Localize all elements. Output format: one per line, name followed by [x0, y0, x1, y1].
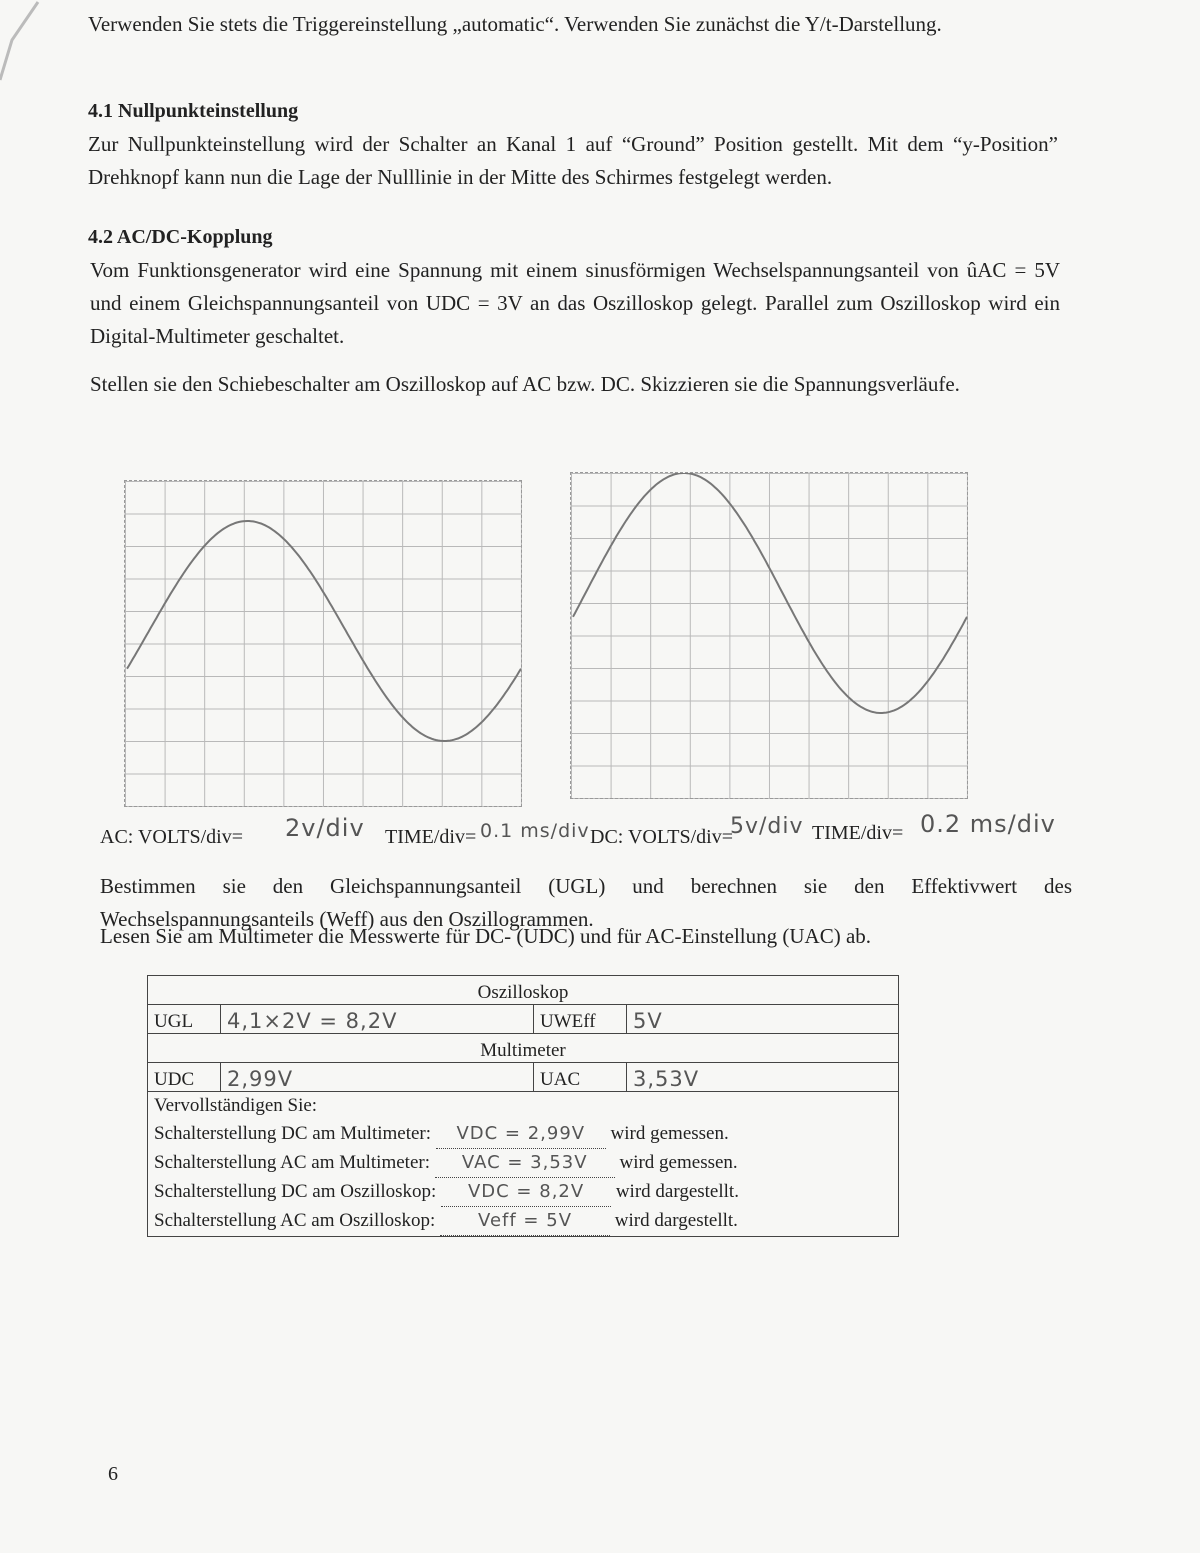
uac-value: 3,53V	[627, 1063, 899, 1092]
intro-text: Verwenden Sie stets die Triggereinstellung „automatic“. Verwenden Sie zunächst die Y/t-Darstellung.	[88, 12, 942, 36]
uweff-value: 5V	[627, 1005, 899, 1034]
completion-row	[154, 1207, 892, 1236]
uac-label: UAC	[534, 1063, 627, 1092]
dc-volts-value: 5v/div	[730, 814, 804, 839]
completion-label: Schalterstellung AC am Multimeter:	[154, 1152, 430, 1173]
scan-corner-mark	[0, 0, 40, 90]
dc-volts-label: DC: VOLTS/div=	[590, 826, 733, 848]
dc-time-value: 0.2 ms/div	[920, 810, 1056, 838]
section-4-1-text: Zur Nullpunkteinstellung wird der Schalter an Kanal 1 auf “Ground” Position gestellt. Mit dem “y-Position” Drehknopf kann nun die Lage der Nulllinie in der Mitte des Schirmes festgelegt werden.	[88, 132, 1058, 189]
completion-suffix: wird gemessen.	[619, 1152, 738, 1173]
dc-oscillogram-grid	[570, 472, 968, 799]
completion-row	[154, 1178, 892, 1207]
section-4-1-heading: 4.1 Nullpunkteinstellung	[88, 100, 299, 122]
ac-volts-value: 2v/div	[285, 814, 365, 842]
completion-header: Vervollständigen Sie:	[154, 1095, 318, 1116]
task-multimeter-text: Lesen Sie am Multimeter die Messwerte für DC- (UDC) und für AC-Einstellung (UAC) ab.	[100, 924, 872, 948]
ac-volts-label: AC: VOLTS/div=	[100, 826, 243, 848]
completion-value: VAC = 3,53V	[435, 1149, 615, 1178]
completion-label: Schalterstellung DC am Multimeter:	[154, 1123, 432, 1144]
oscilloscope-header: Oszilloskop	[148, 976, 899, 1005]
completion-row	[154, 1149, 892, 1178]
completion-suffix: wird dargestellt.	[615, 1181, 739, 1202]
dc-waveform	[571, 473, 967, 798]
section-4-2-task: Stellen sie den Schiebeschalter am Oszilloskop auf AC bzw. DC. Skizzieren sie die Spannungsverläufe.	[90, 372, 960, 396]
completion-value: VDC = 8,2V	[441, 1178, 611, 1207]
ac-time-label: TIME/div=	[385, 826, 477, 848]
ugl-value: 4,1×2V = 8,2V	[221, 1005, 534, 1034]
section-4-2-text: Vom Funktionsgenerator wird eine Spannung mit einem sinusförmigen Wechselspannungsanteil von ûAC = 5V und einem Gleichspannungsanteil von UDC = 3V an das Oszilloskop gelegt. Parallel zum Oszilloskop wird ein Digital-Multimeter geschaltet.	[90, 258, 1060, 348]
completion-label: Schalterstellung DC am Oszilloskop:	[154, 1181, 437, 1202]
ac-oscillogram-grid	[124, 480, 522, 807]
ac-waveform	[125, 481, 521, 806]
oscilloscope-settings	[100, 812, 1190, 852]
completion-suffix: wird dargestellt.	[614, 1210, 738, 1231]
section-4-2-heading: 4.2 AC/DC-Kopplung	[88, 226, 273, 248]
udc-label: UDC	[148, 1063, 221, 1092]
dc-time-label: TIME/div=	[812, 822, 904, 844]
ac-time-value: 0.1 ms/div	[480, 820, 590, 842]
udc-value: 2,99V	[221, 1063, 534, 1092]
completion-label: Schalterstellung AC am Oszilloskop:	[154, 1210, 436, 1231]
completion-value: VDC = 2,99V	[436, 1120, 606, 1149]
multimeter-header: Multimeter	[148, 1034, 899, 1063]
task-ugl-text: Bestimmen sie den Gleichspannungsanteil (UGL) und berechnen sie den Effektivwert des Wechselspannungsanteils (Weff) aus den Oszillogrammen.	[100, 874, 1072, 931]
results-table	[147, 975, 899, 1237]
page-number: 6	[108, 1463, 118, 1485]
ugl-label: UGL	[148, 1005, 221, 1034]
uweff-label: UWEff	[534, 1005, 627, 1034]
completion-suffix: wird gemessen.	[610, 1123, 729, 1144]
completion-row	[154, 1120, 892, 1149]
completion-value: Veff = 5V	[440, 1207, 610, 1236]
completion-section	[148, 1092, 899, 1237]
